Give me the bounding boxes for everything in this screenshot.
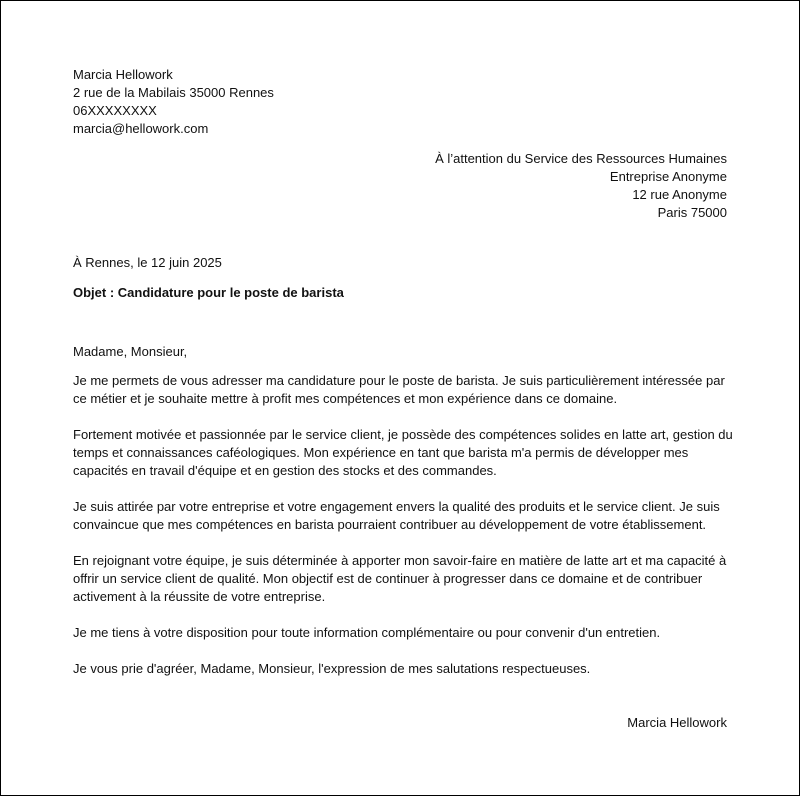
recipient-company: Entreprise Anonyme: [609, 169, 727, 184]
body-paragraph: Fortement motivée et passionnée par le service client, je possède des compétences solides en latte art, gestion du temps et connaissances caféologiques. Mon expérience en tant que barista m'a permis de développer mes capacités en travail d'équipe et en gestion des stocks et des commandes.: [73, 427, 733, 478]
salutation: Madame, Monsieur,: [73, 344, 188, 359]
date-line: À Rennes, le 12 juin 2025: [73, 255, 222, 270]
body-paragraph: Je me tiens à votre disposition pour toute information complémentaire ou pour convenir d'un entretien.: [73, 625, 661, 640]
recipient-attention: À l’attention du Service des Ressources Humaines: [435, 151, 727, 166]
sender-phone: 06XXXXXXXX: [73, 103, 157, 118]
recipient-block: [435, 150, 727, 222]
body-paragraph: Je me permets de vous adresser ma candidature pour le poste de barista. Je suis particulièrement intéressée par ce métier et je souhaite mettre à profit mes compétences et mon expérience dans ce domaine.: [73, 373, 725, 406]
sender-name: Marcia Hellowork: [73, 67, 173, 82]
sender-email: marcia@hellowork.com: [73, 121, 209, 136]
sender-block: [73, 66, 274, 138]
signature: Marcia Hellowork: [627, 715, 727, 730]
subject-line: Objet : Candidature pour le poste de barista: [73, 285, 344, 300]
recipient-city: Paris 75000: [657, 205, 727, 220]
body-paragraph: En rejoignant votre équipe, je suis déterminée à apporter mon savoir-faire en matière de latte art et ma capacité à offrir un service client de qualité. Mon objectif est de continuer à progresser dans ce domaine et de contribuer activement à la réussite de votre entreprise.: [73, 553, 727, 604]
recipient-street: 12 rue Anonyme: [632, 187, 727, 202]
letter-body: [73, 372, 733, 696]
closing-paragraph: Je vous prie d'agréer, Madame, Monsieur, l'expression de mes salutations respectueuses.: [73, 661, 591, 676]
sender-address: 2 rue de la Mabilais 35000 Rennes: [73, 85, 274, 100]
body-paragraph: Je suis attirée par votre entreprise et votre engagement envers la qualité des produits et le service client. Je suis convaincue que mes compétences en barista pourraient contribuer au développement de votre établissement.: [73, 499, 720, 532]
